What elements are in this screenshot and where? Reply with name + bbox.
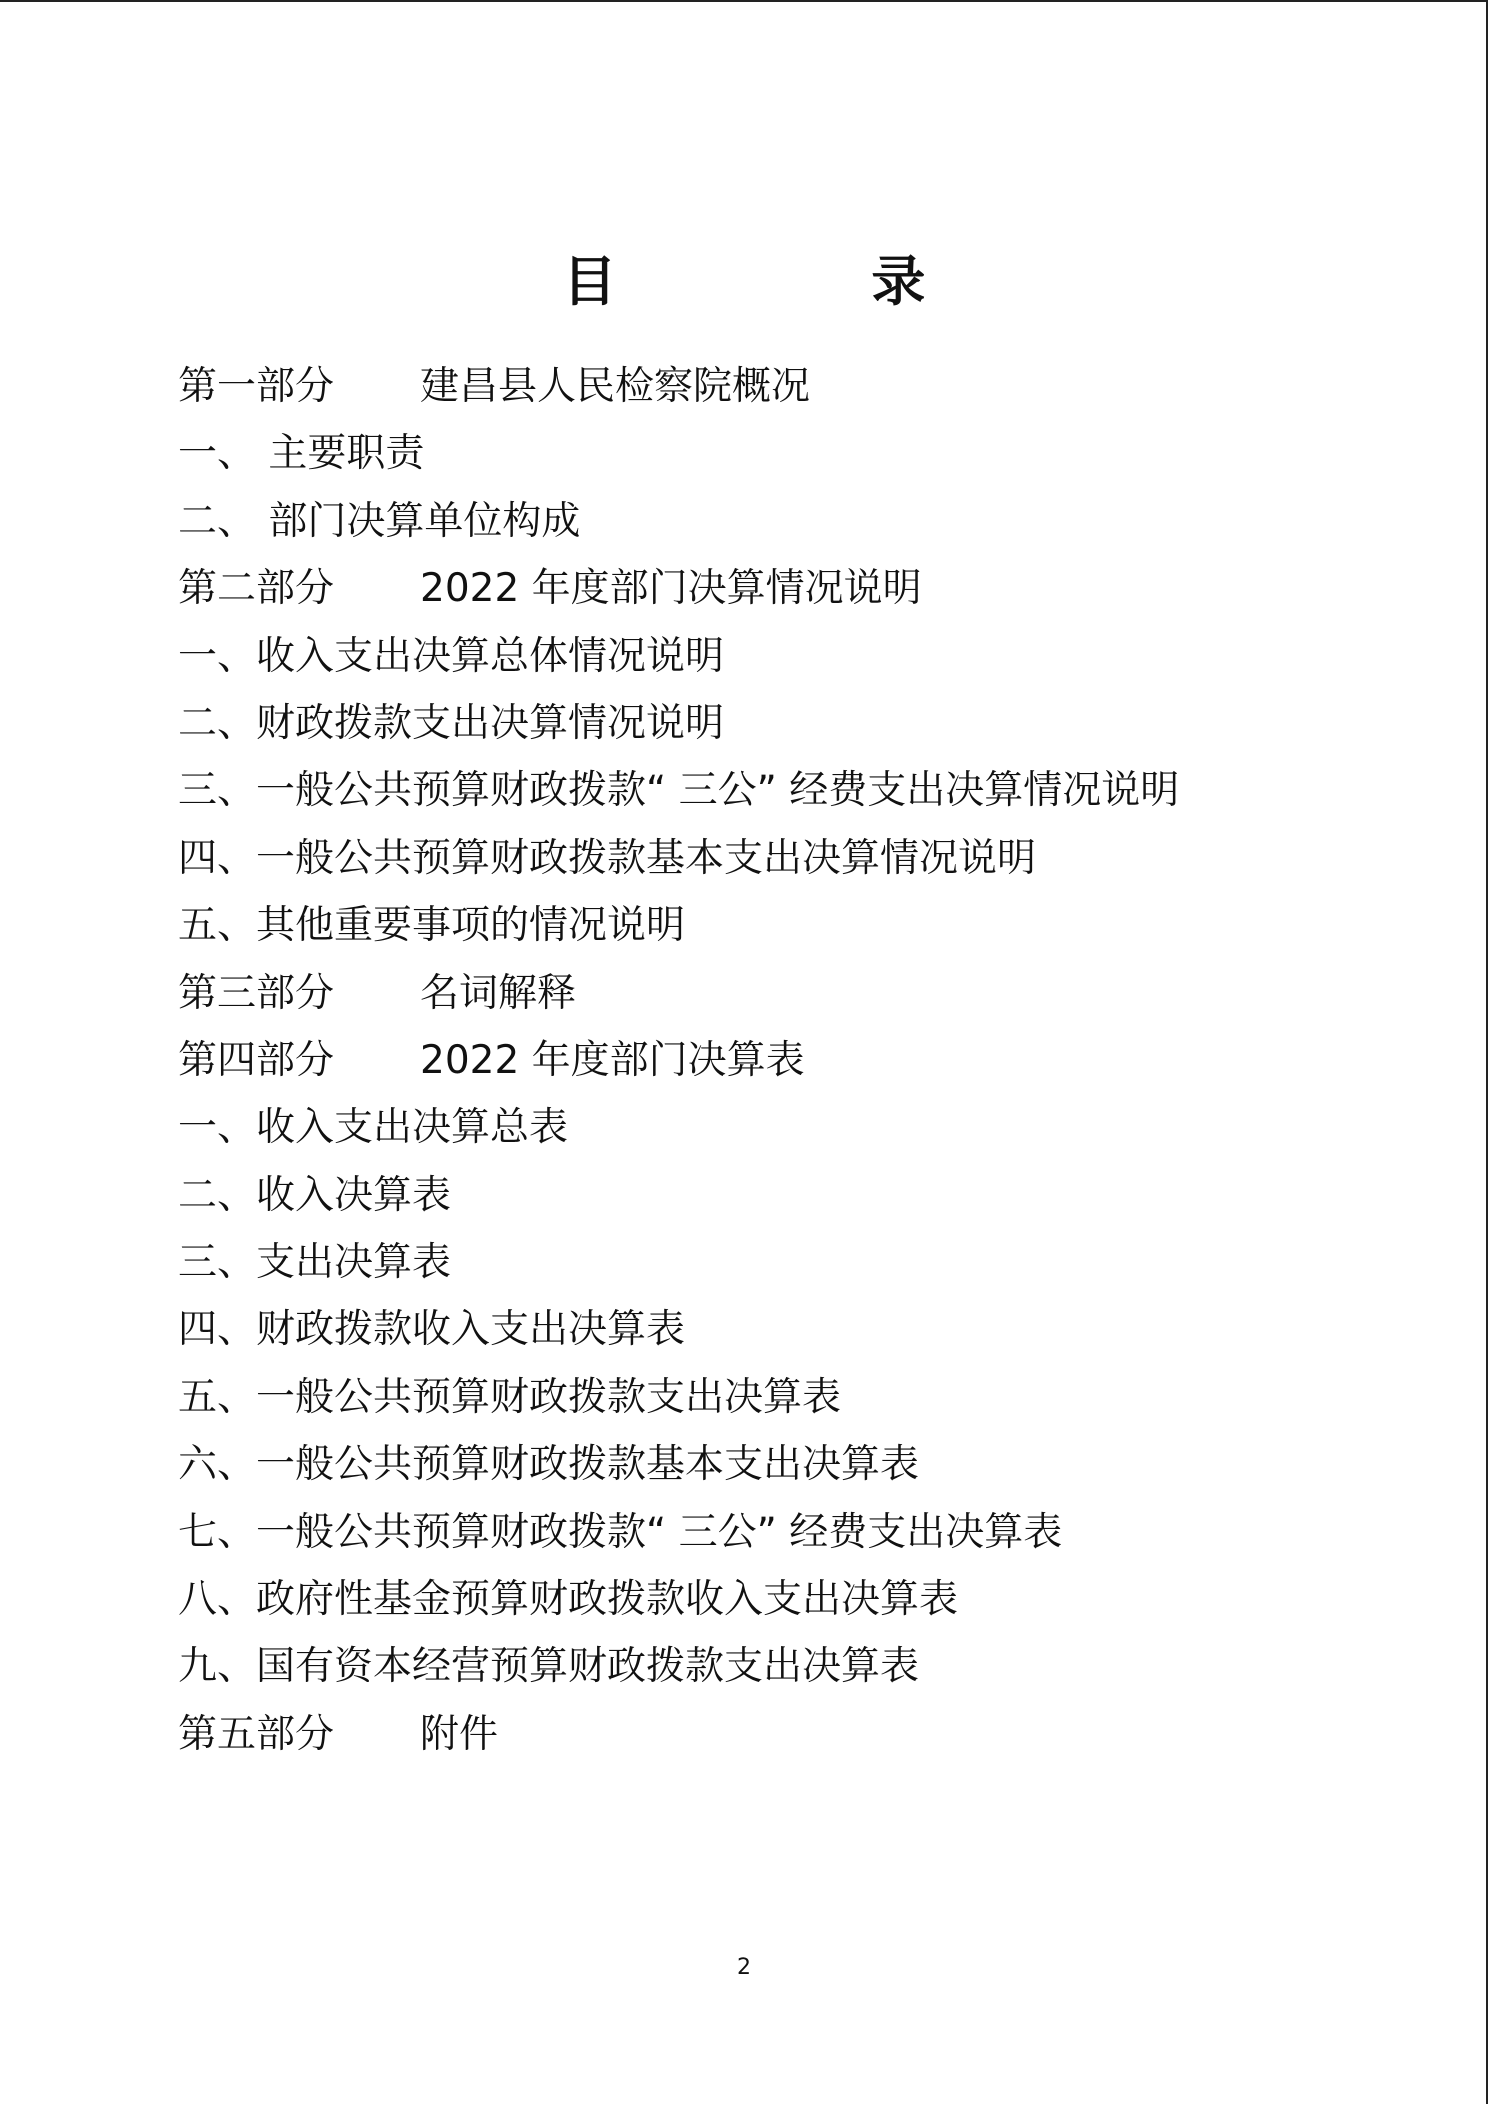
toc-entry-text: 二、 部门决算单位构成 xyxy=(178,498,581,544)
toc-entry-text: 一、收入支出决算总体情况说明 xyxy=(178,633,725,679)
toc-entry-text: 五、一般公共预算财政拨款支出决算表 xyxy=(178,1374,842,1420)
toc-entry-text: 六、一般公共预算财政拨款基本支出决算表 xyxy=(178,1442,920,1488)
toc-title: 目 录 xyxy=(562,249,1044,314)
toc-item xyxy=(178,1101,1378,1168)
toc-item xyxy=(178,1573,1378,1640)
toc-item xyxy=(178,764,1378,831)
toc-item xyxy=(178,630,1378,697)
toc-entry-text: 名词解释 xyxy=(420,970,577,1016)
toc-item xyxy=(178,427,1378,494)
toc-part-heading xyxy=(178,1034,1378,1101)
toc-item xyxy=(178,1236,1378,1303)
toc-part-label: 第二部分 xyxy=(178,566,335,612)
toc-item xyxy=(178,697,1378,764)
toc-item xyxy=(178,1169,1378,1236)
toc-part-heading xyxy=(178,562,1378,629)
toc-entry-text: 一、收入支出决算总表 xyxy=(178,1105,569,1151)
toc-part-heading xyxy=(178,1708,1378,1775)
toc-entry-text: 四、财政拨款收入支出决算表 xyxy=(178,1307,686,1353)
toc-entry-text: 五、其他重要事项的情况说明 xyxy=(178,903,686,949)
toc-entry-text: 附件 xyxy=(420,1711,499,1757)
toc-entry-text: 2022 年度部门决算表 xyxy=(420,1037,805,1083)
toc-entry-text: 三、一般公共预算财政拨款“ 三公” 经费支出决算情况说明 xyxy=(178,768,1180,814)
toc-entry-text: 建昌县人民检察院概况 xyxy=(420,364,811,409)
toc-item xyxy=(178,1438,1378,1505)
toc-item xyxy=(178,1303,1378,1370)
toc-entry-text: 三、支出决算表 xyxy=(178,1240,452,1286)
toc-item xyxy=(178,1506,1378,1573)
toc-part-label: 第一部分 xyxy=(178,364,335,409)
toc-item xyxy=(178,495,1378,562)
toc-item xyxy=(178,1371,1378,1438)
toc-entry-text: 九、国有资本经营预算财政拨款支出决算表 xyxy=(178,1644,920,1690)
toc-entry-text: 2022 年度部门决算情况说明 xyxy=(420,566,922,612)
toc-entry-text: 一、 主要职责 xyxy=(178,431,425,477)
toc-entry-text: 二、财政拨款支出决算情况说明 xyxy=(178,700,725,746)
toc-entry-text: 四、一般公共预算财政拨款基本支出决算情况说明 xyxy=(178,835,1037,881)
toc-part-label: 第三部分 xyxy=(178,970,335,1016)
toc-entry-text: 七、一般公共预算财政拨款“ 三公” 经费支出决算表 xyxy=(178,1509,1063,1555)
toc-part-label: 第四部分 xyxy=(178,1037,335,1083)
toc-item xyxy=(178,832,1378,899)
page-number: 2 xyxy=(737,1955,751,1980)
toc-entry-text: 二、收入决算表 xyxy=(178,1172,452,1218)
toc-part-heading xyxy=(178,967,1378,1034)
toc-part-heading xyxy=(178,360,1378,427)
toc-list xyxy=(178,360,1378,1775)
toc-item xyxy=(178,899,1378,966)
toc-part-label: 第五部分 xyxy=(178,1711,335,1757)
toc-entry-text: 八、政府性基金预算财政拨款收入支出决算表 xyxy=(178,1577,959,1623)
toc-item xyxy=(178,1640,1378,1707)
